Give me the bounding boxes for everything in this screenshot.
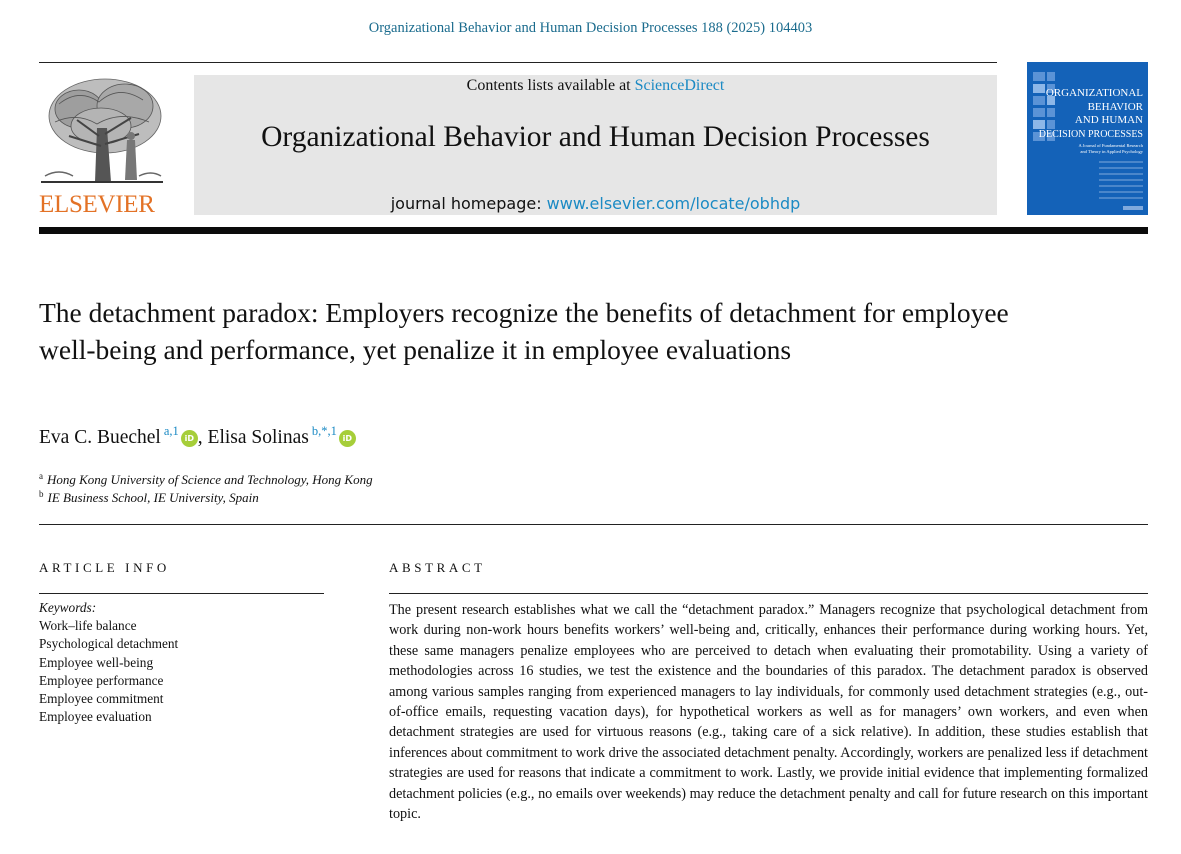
affiliation-text: Hong Kong University of Science and Technology, Hong Kong [47, 472, 373, 487]
article-info-heading: ARTICLE INFO [39, 560, 170, 575]
section-divider [39, 524, 1148, 525]
affiliation-mark: b [39, 489, 44, 499]
article-title: The detachment paradox: Employers recognize the benefits of detachment for employee well-being and performance, yet penalize it in employee evaluations [39, 297, 1009, 365]
keywords-list [39, 599, 178, 726]
running-head[interactable]: Organizational Behavior and Human Decision Processes 188 (2025) 104403 [368, 20, 813, 36]
author-name[interactable]: Eva C. Buechel [39, 427, 161, 448]
contents-prefix: Contents lists available at [466, 77, 631, 94]
cover-title-line: ORGANIZATIONAL [1045, 87, 1143, 99]
abstract-heading: ABSTRACT [389, 560, 486, 575]
abstract-rule [389, 593, 1148, 594]
keyword: Employee performance [39, 672, 164, 688]
keyword: Employee well-being [39, 654, 154, 670]
affiliation [39, 471, 373, 488]
journal-name: Organizational Behavior and Human Decision Processes [261, 121, 930, 153]
homepage-prefix: journal homepage: [390, 194, 542, 213]
cover-subtitle-line: A Journal of Fundamental Research [1078, 143, 1143, 148]
author-name[interactable]: Elisa Solinas [207, 427, 309, 448]
cover-title-line: BEHAVIOR [1087, 101, 1143, 113]
orcid-icon[interactable]: iD [181, 430, 198, 447]
affiliation [39, 489, 259, 506]
cover-title-line: AND HUMAN [1074, 114, 1143, 126]
sciencedirect-link[interactable]: ScienceDirect [634, 77, 725, 94]
elsevier-wordmark: ELSEVIER [39, 191, 155, 218]
homepage-line [194, 194, 997, 213]
abstract-text: The present research establishes what we call the “detachment paradox.” Managers recognize that psychological detachment from work during non-work hours benefits workers’ well-being and, critically, enhances their performance during working hours. Yet, these same managers penalize employees who are perceived to detach when evaluating their promotability. Using a variety of methodologies across 16 studies, we test the existence and the boundaries of this paradox. The detachment paradox is observed among various samples ranging from experienced managers to lay individuals, for commonly used detachment strategies (e.g., out-of-office emails, requesting vacation days), for hypothetical workers as well as for managers’ own workers, and even when detachment strategies are used for virtuous reasons (e.g., taking care of a sick relative). In addition, these studies establish that inferences about commitment to work drive the associated detachment penalty. Accordingly, workers are penalized less if detachment strategies are used for reasons that indicate a commitment to work. Lastly, we provide initial evidence that implementing formalized detachment policies (e.g., no emails over weekends) may reduce the detachment penalty and call for future research on this important topic. [389, 602, 1148, 823]
cover-title-line: DECISION PROCESSES [1038, 129, 1143, 140]
keyword: Work–life balance [39, 618, 137, 634]
author-affiliation-marks[interactable]: a,1 [163, 424, 179, 438]
keyword: Psychological detachment [39, 636, 179, 652]
homepage-link[interactable]: www.elsevier.com/locate/obhdp [546, 194, 801, 213]
keyword: Employee commitment [39, 691, 164, 707]
author-affiliation-marks[interactable]: b,*,1 [311, 424, 337, 438]
header-bottom-rule [39, 227, 1148, 234]
author-separator: , [197, 427, 203, 448]
journal-cover-thumbnail[interactable] [1027, 62, 1148, 215]
journal-masthead [194, 75, 997, 215]
contents-line [194, 77, 997, 95]
keywords-label: Keywords: [39, 600, 97, 615]
affiliation-text: IE Business School, IE University, Spain [47, 490, 259, 505]
orcid-icon[interactable]: iD [339, 430, 356, 447]
header-top-rule [39, 62, 997, 63]
cover-subtitle-line: and Theory in Applied Psychology [1080, 149, 1143, 154]
article-info-rule [39, 593, 324, 594]
affiliation-mark: a [39, 471, 43, 481]
author-list [39, 424, 356, 449]
keyword: Employee evaluation [39, 709, 152, 725]
